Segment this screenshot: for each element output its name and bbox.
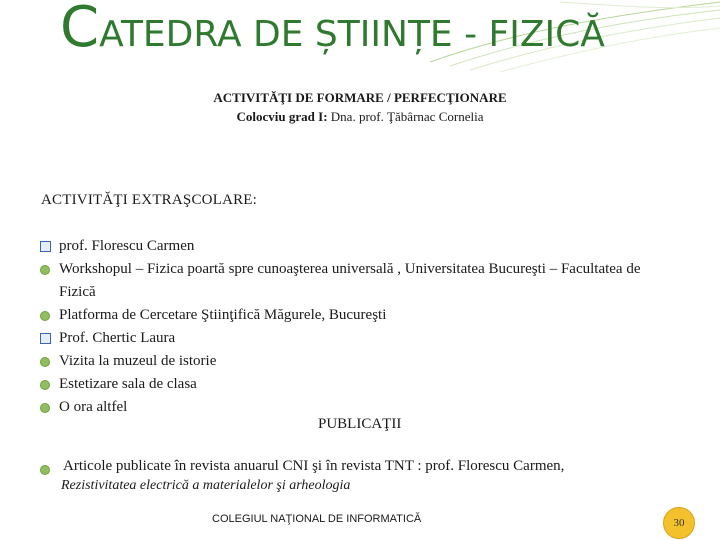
green-dot-icon <box>40 396 54 419</box>
list-item-text: Estetizare sala de clasa <box>59 376 197 392</box>
list-item-text: Prof. Chertic Laura <box>59 330 176 346</box>
green-dot-icon <box>40 350 54 373</box>
page-title <box>60 0 605 60</box>
page-number-badge: 30 <box>663 507 695 539</box>
title-rest: ATEDRA DE ȘTIINȚE - FIZICĂ <box>99 14 605 55</box>
list-item-text: Platforma de Cercetare Ştiinţifică Măgurele, Bucureşti <box>59 307 387 323</box>
publication-line-2: Rezistivitatea electrică a materialelor şi arheologia <box>61 478 351 493</box>
extracurricular-list <box>40 235 680 419</box>
publication-item <box>40 458 700 494</box>
checkbox-bullet-icon <box>40 235 54 258</box>
list-item <box>40 373 680 396</box>
footer-institution: COLEGIUL NAŢIONAL DE INFORMATICĂ <box>212 513 422 525</box>
list-item <box>40 304 680 327</box>
colloquium-label: Colocviu grad I: <box>236 109 328 124</box>
green-dot-icon <box>40 458 54 481</box>
publication-line-1 <box>40 458 700 475</box>
list-item <box>40 350 680 373</box>
green-dot-icon <box>40 304 54 327</box>
colloquium-line <box>0 109 720 125</box>
publication-text: Articole publicate în revista anuarul CNI şi în revista TNT : prof. Florescu Carmen, <box>63 458 565 474</box>
publications-heading: PUBLICAŢII <box>318 416 402 432</box>
green-dot-icon <box>40 373 54 396</box>
list-item-text: Vizita la muzeul de istorie <box>59 353 217 369</box>
list-item-text: Workshopul – Fizica poartă spre cunoaşterea universală , Universitatea Bucureşti – Facultatea de Fizică <box>59 261 641 300</box>
training-heading: ACTIVITĂŢI DE FORMARE / PERFECŢIONARE <box>213 90 507 105</box>
list-item <box>40 327 680 350</box>
list-item-text: prof. Florescu Carmen <box>59 238 195 254</box>
list-item-text: O ora altfel <box>59 399 128 415</box>
list-item <box>40 258 680 304</box>
list-item <box>40 235 680 258</box>
extracurricular-heading: ACTIVITĂŢI EXTRAŞCOLARE: <box>41 192 258 208</box>
title-initial: C <box>60 0 100 60</box>
colloquium-text: Dna. prof. Ţăbârnac Cornelia <box>327 109 484 124</box>
checkbox-bullet-icon <box>40 327 54 350</box>
green-dot-icon <box>40 258 54 281</box>
